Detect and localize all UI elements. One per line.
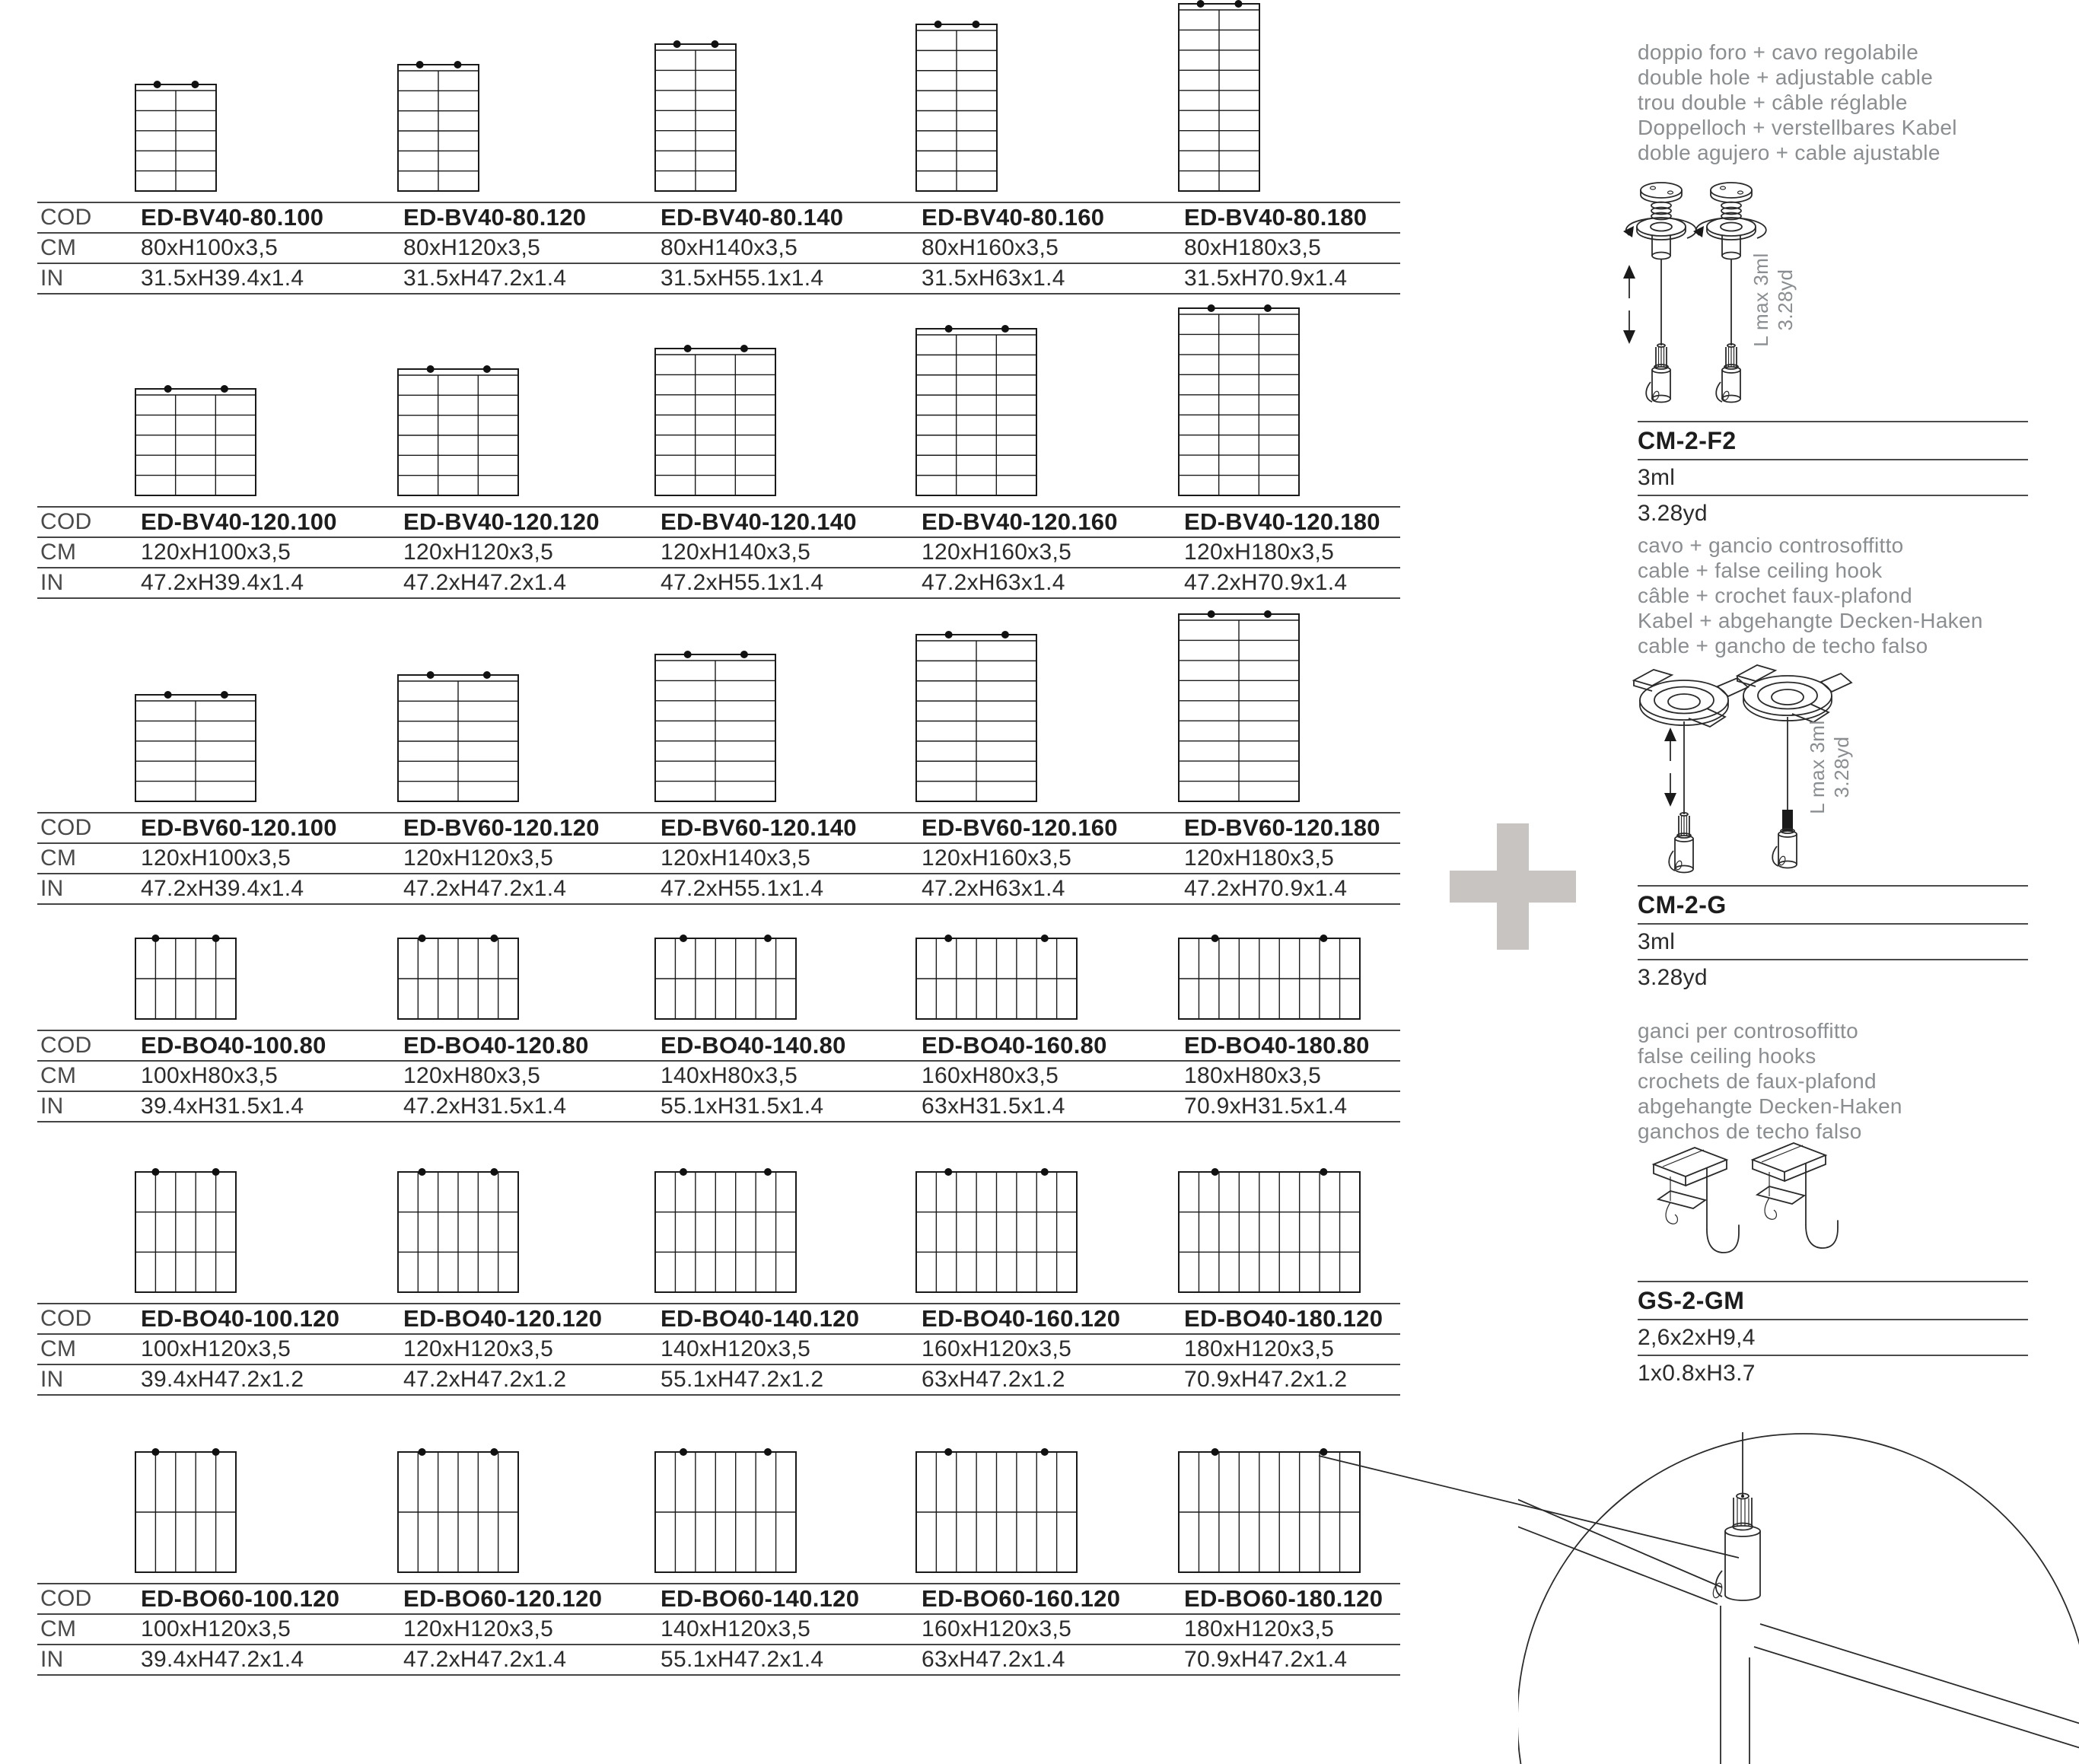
product-size-cell-in: 39.4xH47.2x1.4: [141, 1647, 304, 1672]
product-code-cell: ED-BO40-100.120: [141, 1305, 340, 1332]
product-size-cell-cm: 120xH80x3,5: [403, 1063, 541, 1088]
row-label-cm: CM: [40, 235, 77, 260]
ceiling-clamp-unit: [1634, 670, 1748, 873]
product-code-cell: ED-BV40-120.180: [1184, 508, 1380, 535]
spec-table: [37, 202, 1400, 295]
product-size-cell-cm: 80xH100x3,5: [141, 235, 279, 260]
product-code-cell: ED-BV40-120.100: [141, 508, 337, 535]
product-size-cell-cm: 180xH120x3,5: [1184, 1336, 1335, 1361]
product-code-cell: ED-BO40-180.80: [1184, 1032, 1370, 1059]
spec-row-cm: [37, 842, 1400, 873]
description-line: doble agujero + cable ajustable: [1638, 141, 1941, 164]
spec-table: [37, 1303, 1400, 1396]
product-size-cell-in: 47.2xH47.2x1.4: [403, 570, 567, 595]
product-size-cell-cm: 80xH180x3,5: [1184, 235, 1322, 260]
product-code-cell: ED-BV60-120.120: [403, 814, 600, 841]
product-size-cell-in: 63xH47.2x1.4: [922, 1647, 1065, 1672]
row-label-cod: COD: [40, 1586, 92, 1611]
description-line: cable + gancho de techo falso: [1638, 634, 1928, 658]
hanging-point-dot: [151, 935, 159, 942]
description-line: ganchos de techo falso: [1638, 1119, 1862, 1143]
hanging-point-dot: [416, 61, 424, 68]
adjustable-cable-kit-drawing: [1617, 177, 1944, 420]
cable-max-length-label-yd: 3.28yd: [1774, 269, 1797, 331]
hanging-point-dot: [427, 671, 435, 679]
spec-row-cm: [37, 1333, 1400, 1364]
product-size-cell-cm: 160xH120x3,5: [922, 1336, 1072, 1361]
panel-diagram: [397, 670, 519, 803]
hanging-point-dot: [191, 81, 199, 88]
product-code-cell: ED-BV60-120.140: [661, 814, 857, 841]
product-size-cell-in: 31.5xH55.1x1.4: [661, 266, 824, 291]
hanging-point-dot: [212, 1448, 220, 1456]
hanging-point-dot: [1264, 304, 1272, 312]
product-size-cell-cm: 140xH120x3,5: [661, 1336, 811, 1361]
description-line: false ceiling hooks: [1638, 1044, 1816, 1068]
hanging-point-dot: [212, 935, 220, 942]
spec-row-in: [37, 1364, 1400, 1396]
hanging-point-dot: [1234, 0, 1242, 8]
hanging-point-dot: [221, 385, 228, 393]
spec-row-cm: [37, 1060, 1400, 1091]
product-size-cell-in: 47.2xH47.2x1.4: [403, 876, 567, 901]
product-size-cell-cm: 180xH80x3,5: [1184, 1063, 1322, 1088]
hanging-point-dot: [673, 40, 681, 48]
hanging-point-dot: [1208, 304, 1215, 312]
product-size-cell-cm: 160xH80x3,5: [922, 1063, 1059, 1088]
product-size-cell-in: 47.2xH55.1x1.4: [661, 876, 824, 901]
accessory-length-yd: 3.28yd: [1638, 965, 1708, 990]
accessory-description-ganci: [1638, 1018, 2030, 1144]
product-code-cell: ED-BO40-140.80: [661, 1032, 846, 1059]
hanging-point-dot: [1197, 0, 1205, 8]
product-size-cell-in: 47.2xH70.9x1.4: [1184, 570, 1348, 595]
spec-row-cod: [37, 506, 1400, 537]
panel-diagram: [654, 1447, 797, 1574]
cable-anchor-unit: [1623, 183, 1696, 403]
product-size-cell-in: 70.9xH47.2x1.2: [1184, 1367, 1348, 1392]
panel-diagram: [397, 1167, 519, 1294]
product-size-cell-cm: 120xH100x3,5: [141, 540, 291, 565]
product-size-cell-in: 31.5xH63x1.4: [922, 266, 1065, 291]
hanging-point-dot: [454, 61, 461, 68]
panel-diagram: [135, 934, 237, 1021]
description-line: câble + crochet faux-plafond: [1638, 584, 1912, 607]
product-size-cell-cm: 160xH120x3,5: [922, 1616, 1072, 1641]
accessory-size-in: 1x0.8xH3.7: [1638, 1361, 1756, 1386]
hanging-point-dot: [151, 1168, 159, 1176]
product-size-cell-in: 31.5xH70.9x1.4: [1184, 266, 1348, 291]
product-size-cell-in: 39.4xH47.2x1.2: [141, 1367, 304, 1392]
product-size-cell-cm: 120xH120x3,5: [403, 1616, 554, 1641]
panel-diagram: [654, 650, 776, 803]
product-size-cell-in: 47.2xH39.4x1.4: [141, 570, 304, 595]
accessory-length-m: 3ml: [1638, 929, 1676, 954]
product-size-cell-cm: 180xH120x3,5: [1184, 1616, 1335, 1641]
cable-max-length-label-yd: 3.28yd: [1830, 736, 1853, 798]
product-size-cell-in: 47.2xH47.2x1.2: [403, 1367, 567, 1392]
spec-row-in: [37, 263, 1400, 295]
panel-diagram: [1178, 934, 1361, 1021]
panel-diagram: [135, 1167, 237, 1294]
row-label-cm: CM: [40, 1616, 77, 1641]
spec-table: [37, 1030, 1400, 1122]
product-code-cell: ED-BO40-100.80: [141, 1032, 326, 1059]
description-line: double hole + adjustable cable: [1638, 65, 1934, 89]
accessory-description-doppio-foro: [1638, 40, 2030, 165]
spec-row-cod: [37, 1030, 1400, 1060]
accessory-length-m: 3ml: [1638, 465, 1676, 490]
adjust-arrows-icon: [1623, 265, 1635, 344]
accessory-code: GS-2-GM: [1638, 1287, 1745, 1314]
hanging-point-dot: [1001, 325, 1009, 333]
row-label-cm: CM: [40, 1336, 77, 1361]
spec-row-in: [37, 873, 1400, 905]
product-size-cell-in: 55.1xH47.2x1.4: [661, 1647, 824, 1672]
product-size-cell-in: 47.2xH47.2x1.4: [403, 1647, 567, 1672]
row-label-cod: COD: [40, 1306, 92, 1331]
hanging-point-dot: [764, 935, 772, 942]
hanging-point-dot: [483, 365, 491, 373]
accessory-code: CM-2-G: [1638, 891, 1727, 919]
hanging-point-dot: [419, 1448, 426, 1456]
spec-row-in: [37, 1644, 1400, 1676]
product-size-cell-in: 31.5xH39.4x1.4: [141, 266, 304, 291]
hanging-point-dot: [490, 1448, 498, 1456]
hanging-point-dot: [419, 1168, 426, 1176]
hanging-point-dot: [972, 21, 979, 28]
panel-diagram: [915, 630, 1037, 803]
hanging-point-dot: [740, 651, 748, 658]
product-size-cell-cm: 100xH120x3,5: [141, 1336, 291, 1361]
spec-row-cm: [37, 537, 1400, 567]
description-line: Doppelloch + verstellbares Kabel: [1638, 116, 1957, 139]
hanging-point-dot: [1041, 1168, 1049, 1176]
product-code-cell: ED-BV40-80.140: [661, 204, 844, 231]
hanging-point-dot: [164, 385, 172, 393]
product-size-cell-in: 70.9xH31.5x1.4: [1184, 1094, 1348, 1119]
product-code-cell: ED-BO40-160.120: [922, 1305, 1121, 1332]
product-size-cell-cm: 120xH120x3,5: [403, 540, 554, 565]
hanging-point-dot: [1208, 610, 1215, 618]
hanging-point-dot: [490, 1168, 498, 1176]
ceiling-hook-unit: [1654, 1148, 1739, 1253]
product-code-cell: ED-BO40-160.80: [922, 1032, 1107, 1059]
product-code-cell: ED-BO40-120.120: [403, 1305, 603, 1332]
hanging-point-dot: [1211, 1448, 1219, 1456]
panel-diagram: [915, 934, 1078, 1021]
product-code-cell: ED-BO60-180.120: [1184, 1585, 1383, 1612]
panel-diagram: [397, 934, 519, 1021]
hanging-point-dot: [490, 935, 498, 942]
product-size-cell-in: 63xH47.2x1.2: [922, 1367, 1065, 1392]
hanging-point-dot: [151, 1448, 159, 1456]
spec-row-in: [37, 567, 1400, 599]
hanging-point-dot: [934, 21, 942, 28]
row-label-cod: COD: [40, 815, 92, 840]
hanging-point-dot: [680, 1168, 687, 1176]
hanging-point-dot: [944, 1448, 952, 1456]
cable-max-length-label: L max 3ml: [1806, 720, 1829, 814]
product-code-cell: ED-BV60-120.160: [922, 814, 1118, 841]
hanging-point-dot: [221, 691, 228, 699]
panel-diagram: [1178, 610, 1300, 803]
hanging-point-dot: [419, 935, 426, 942]
junction-detail-drawing: [1518, 1422, 2079, 1764]
hanging-point-dot: [764, 1168, 772, 1176]
spec-row-cm: [37, 1613, 1400, 1644]
product-code-cell: ED-BV40-80.180: [1184, 204, 1367, 231]
product-code-cell: ED-BV40-120.140: [661, 508, 857, 535]
product-size-cell-in: 31.5xH47.2x1.4: [403, 266, 567, 291]
hanging-point-dot: [154, 81, 161, 88]
product-code-cell: ED-BV40-120.160: [922, 508, 1118, 535]
product-size-cell-cm: 100xH120x3,5: [141, 1616, 291, 1641]
product-code-cell: ED-BV40-80.120: [403, 204, 587, 231]
hanging-point-dot: [1041, 1448, 1049, 1456]
product-code-cell: ED-BV60-120.180: [1184, 814, 1380, 841]
description-line: trou double + câble réglable: [1638, 91, 1908, 114]
cable-max-length-label: L max 3ml: [1749, 253, 1772, 347]
panel-diagram: [915, 324, 1037, 497]
row-label-in: IN: [40, 1367, 64, 1392]
spec-row-in: [37, 1091, 1400, 1122]
product-code-cell: ED-BV40-120.120: [403, 508, 600, 535]
spec-row-cod: [37, 1303, 1400, 1333]
panel-diagram: [654, 344, 776, 497]
accessory-block-gs-2-gm: [1638, 1281, 2028, 1390]
row-label-cod: COD: [40, 205, 92, 230]
hanging-point-dot: [945, 325, 953, 333]
accessory-description-cavo-gancio: [1638, 533, 2030, 658]
product-size-cell-cm: 100xH80x3,5: [141, 1063, 279, 1088]
panel-diagram: [915, 20, 998, 193]
product-size-cell-cm: 80xH160x3,5: [922, 235, 1059, 260]
adjust-arrows-icon: [1664, 728, 1676, 807]
row-label-cod: COD: [40, 509, 92, 534]
product-code-cell: ED-BO40-180.120: [1184, 1305, 1383, 1332]
hanging-point-dot: [1320, 1168, 1327, 1176]
hanging-point-dot: [764, 1448, 772, 1456]
panel-diagram: [135, 80, 217, 193]
panel-diagram: [654, 1167, 797, 1294]
product-size-cell-in: 47.2xH63x1.4: [922, 570, 1065, 595]
product-size-cell-in: 39.4xH31.5x1.4: [141, 1094, 304, 1119]
hanging-point-dot: [483, 671, 491, 679]
product-size-cell-cm: 120xH100x3,5: [141, 845, 291, 871]
accessory-code: CM-2-F2: [1638, 427, 1737, 454]
product-size-cell-cm: 120xH160x3,5: [922, 540, 1072, 565]
description-line: abgehangte Decken-Haken: [1638, 1094, 1902, 1118]
hanging-point-dot: [427, 365, 435, 373]
product-size-cell-in: 55.1xH47.2x1.2: [661, 1367, 824, 1392]
product-code-cell: ED-BO60-140.120: [661, 1585, 860, 1612]
row-label-cm: CM: [40, 540, 77, 565]
product-code-cell: ED-BO40-140.120: [661, 1305, 860, 1332]
hanging-point-dot: [1001, 631, 1009, 638]
hanging-point-dot: [1211, 935, 1219, 942]
product-size-cell-in: 47.2xH63x1.4: [922, 876, 1065, 901]
panel-diagram: [1178, 304, 1300, 497]
spec-table: [37, 812, 1400, 905]
product-size-cell-cm: 120xH120x3,5: [403, 1336, 554, 1361]
row-label-in: IN: [40, 876, 64, 901]
hanging-point-dot: [684, 651, 692, 658]
panel-diagram: [915, 1167, 1078, 1294]
hanging-point-dot: [1264, 610, 1272, 618]
description-line: cavo + gancio controsoffitto: [1638, 533, 1904, 557]
spec-row-cod: [37, 1583, 1400, 1613]
product-size-cell-in: 47.2xH55.1x1.4: [661, 570, 824, 595]
description-line: ganci per controsoffitto: [1638, 1019, 1858, 1043]
product-size-cell-in: 47.2xH31.5x1.4: [403, 1094, 567, 1119]
accessory-block-cm-2-g: [1638, 885, 2028, 995]
hanging-point-dot: [212, 1168, 220, 1176]
row-label-in: IN: [40, 1094, 64, 1119]
description-line: doppio foro + cavo regolabile: [1638, 40, 1919, 64]
hanging-point-dot: [680, 1448, 687, 1456]
hanging-point-dot: [1320, 935, 1327, 942]
panel-diagram: [135, 690, 256, 803]
hanging-point-dot: [164, 691, 172, 699]
product-size-cell-in: 55.1xH31.5x1.4: [661, 1094, 824, 1119]
product-code-cell: ED-BV40-80.100: [141, 204, 324, 231]
row-label-cm: CM: [40, 845, 77, 871]
panel-diagram: [1178, 1167, 1361, 1294]
row-label-cm: CM: [40, 1063, 77, 1088]
row-label-in: IN: [40, 570, 64, 595]
panel-diagram: [135, 384, 256, 497]
product-code-cell: ED-BV60-120.100: [141, 814, 337, 841]
product-size-cell-cm: 80xH120x3,5: [403, 235, 541, 260]
hanging-point-dot: [944, 935, 952, 942]
product-size-cell-in: 47.2xH39.4x1.4: [141, 876, 304, 901]
product-size-cell-cm: 120xH180x3,5: [1184, 845, 1335, 871]
false-ceiling-hook-cable-drawing: [1617, 656, 1944, 884]
description-line: crochets de faux-plafond: [1638, 1069, 1877, 1093]
plus-vertical-bar: [1497, 823, 1529, 950]
hanging-point-dot: [684, 345, 692, 352]
panel-diagram: [397, 60, 479, 193]
spec-row-cod: [37, 202, 1400, 232]
spec-table: [37, 506, 1400, 599]
panel-diagram: [397, 365, 519, 497]
panel-diagram: [654, 934, 797, 1021]
row-label-in: IN: [40, 266, 64, 291]
accessory-block-cm-2-f2: [1638, 421, 2028, 530]
hanging-point-dot: [1041, 935, 1049, 942]
panel-diagram: [1178, 0, 1260, 193]
panel-diagram: [397, 1447, 519, 1574]
product-code-cell: ED-BO40-120.80: [403, 1032, 589, 1059]
product-size-cell-in: 63xH31.5x1.4: [922, 1094, 1065, 1119]
product-size-cell-cm: 120xH140x3,5: [661, 845, 811, 871]
accessory-length-yd: 3.28yd: [1638, 501, 1708, 526]
hanging-point-dot: [944, 1168, 952, 1176]
hanging-point-dot: [711, 40, 718, 48]
product-size-cell-cm: 140xH120x3,5: [661, 1616, 811, 1641]
description-line: cable + false ceiling hook: [1638, 559, 1883, 582]
product-code-cell: ED-BV40-80.160: [922, 204, 1105, 231]
product-size-cell-cm: 120xH160x3,5: [922, 845, 1072, 871]
panel-diagram: [135, 1447, 237, 1574]
panel-diagram: [915, 1447, 1078, 1574]
product-code-cell: ED-BO60-120.120: [403, 1585, 603, 1612]
product-size-cell-cm: 120xH180x3,5: [1184, 540, 1335, 565]
product-size-cell-cm: 120xH140x3,5: [661, 540, 811, 565]
hanging-point-dot: [945, 631, 953, 638]
ceiling-hook-unit: [1753, 1143, 1838, 1248]
product-code-cell: ED-BO60-160.120: [922, 1585, 1121, 1612]
product-size-cell-in: 70.9xH47.2x1.4: [1184, 1647, 1348, 1672]
product-size-cell-in: 47.2xH70.9x1.4: [1184, 876, 1348, 901]
row-label-cod: COD: [40, 1033, 92, 1058]
accessory-size-cm: 2,6x2xH9,4: [1638, 1325, 1756, 1350]
ceiling-hooks-drawing: [1625, 1135, 1929, 1280]
spec-table: [37, 1583, 1400, 1676]
hanging-point-dot: [1211, 1168, 1219, 1176]
hanging-point-dot: [680, 935, 687, 942]
plus-icon: [1450, 823, 1576, 950]
product-size-cell-cm: 120xH120x3,5: [403, 845, 554, 871]
spec-row-cm: [37, 232, 1400, 263]
product-size-cell-cm: 140xH80x3,5: [661, 1063, 798, 1088]
row-label-in: IN: [40, 1647, 64, 1672]
product-size-cell-cm: 80xH140x3,5: [661, 235, 798, 260]
hanging-point-dot: [740, 345, 748, 352]
description-line: Kabel + abgehangte Decken-Haken: [1638, 609, 1983, 632]
product-code-cell: ED-BO60-100.120: [141, 1585, 340, 1612]
spec-row-cod: [37, 812, 1400, 842]
panel-diagram: [654, 40, 737, 193]
